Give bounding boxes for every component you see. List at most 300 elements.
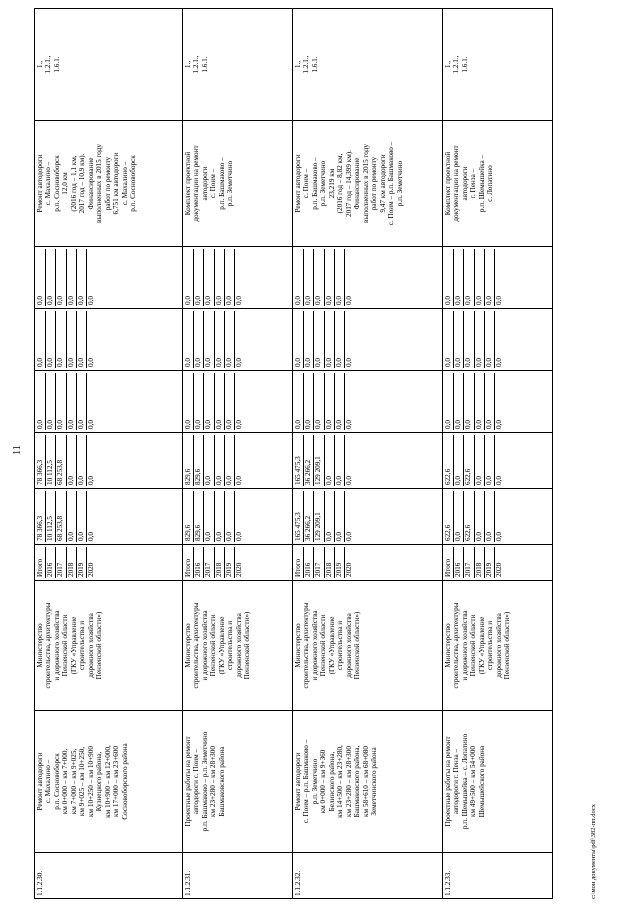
year-column-value: 2020	[86, 562, 95, 577]
event-name-line: км 14+500 – км 23+280,	[336, 745, 345, 818]
federal-budget-amount-value: 0,0	[184, 373, 194, 430]
expected-result-line: 9,47 км автодороги	[378, 154, 387, 213]
executor-line: Пензенской области»)	[353, 611, 362, 680]
indicator-link-line: 1.,	[36, 60, 44, 69]
expected-result-line: г. Пенза –	[469, 168, 478, 199]
total-amount-value: 0,0	[77, 491, 87, 542]
federal-budget-amount-value: 0,0	[464, 373, 474, 430]
local-budget-amount-value: 0,0	[444, 311, 454, 368]
other-sources-amount-value: 0,0	[314, 249, 324, 306]
regional-budget-amount-value: 0,0	[335, 435, 345, 486]
year-column-value: 2017	[56, 547, 66, 578]
federal-budget-amount-value: 0,0	[56, 373, 66, 430]
total-amount-value: 0,0	[234, 532, 243, 541]
regional-budget-amount-value: 0,0	[225, 435, 235, 486]
expected-result-line: выполненных в 2015 году	[95, 144, 104, 223]
event-name-line: Ремонт автодороги	[36, 752, 44, 811]
federal-budget-amount-value: 0,0	[475, 373, 485, 430]
local-budget-amount-value: 0,0	[494, 358, 503, 367]
regional-budget-amount-value: 0,0	[494, 476, 503, 485]
federal-budget-amount-value: 0,0	[234, 420, 243, 429]
total-amount-value: 0,0	[344, 532, 353, 541]
executor	[443, 581, 553, 711]
regional-budget-amount	[183, 433, 293, 489]
expected-result-line: р.п. Земетчино	[226, 160, 235, 207]
expected-result	[293, 121, 443, 247]
executor-line: Министерство	[36, 623, 44, 668]
indicator-link	[443, 9, 553, 121]
expected-result-line: р.п. Сосновоборск	[52, 155, 61, 212]
expected-result-line: р.п. Сосновоборск	[129, 155, 138, 212]
other-sources-amount-value: 0,0	[36, 249, 46, 306]
federal-budget-amount-value: 0,0	[225, 373, 235, 430]
local-budget-amount-value: 0,0	[77, 311, 87, 368]
expected-result-line: документации на ремонт	[192, 145, 201, 222]
other-sources-amount-value: 0,0	[344, 296, 353, 305]
regional-budget-amount-value: 129 209,1	[314, 435, 324, 486]
local-budget-amount-value: 0,0	[304, 311, 314, 368]
year-column-value: 2016	[304, 547, 314, 578]
year-column-value: 2017	[204, 547, 214, 578]
total-amount	[293, 489, 443, 545]
year-column-value: Итого	[294, 547, 304, 578]
federal-budget-amount-value: 0,0	[67, 373, 77, 430]
expected-result-line: работ по ремонту	[103, 156, 112, 211]
file-path-footer: c:\мои документы\pdf\382-пп.docx	[590, 804, 597, 899]
other-sources-amount-value: 0,0	[464, 249, 474, 306]
event-name-line: р.п. Шемышейка – с. Лопатино	[460, 733, 469, 830]
local-budget-amount-value: 0,0	[454, 311, 464, 368]
regional-budget-amount-value: 0,0	[215, 435, 225, 486]
row-number: 1.1.2.31.	[183, 853, 293, 899]
expected-result-line: р.п. Шемышейка –	[477, 154, 486, 213]
event-name-line: с. Махалино –	[44, 759, 53, 804]
expected-result-line: с. Поим –	[302, 168, 311, 199]
event-name-line: км 10+250 – км 10+900	[86, 746, 95, 817]
event-name-line: Проектные работы на ремонт	[444, 736, 452, 827]
expected-result-line: Ремонт автодороги	[294, 154, 302, 213]
expected-result-line: с. Поим –	[209, 168, 218, 199]
event-name-line: автодороги г. Пенза –	[452, 748, 461, 815]
other-sources-amount-value: 0,0	[184, 249, 194, 306]
expected-result-line: Комплект проектной	[184, 151, 192, 216]
indicator-link-line: 1.6.1.	[52, 56, 61, 73]
event-name	[443, 711, 553, 853]
indicator-link-line: 1.,	[184, 60, 192, 69]
indicator-link-line: 1.2.1.,	[44, 55, 53, 74]
federal-budget-amount-value: 0,0	[294, 373, 304, 430]
regional-budget-amount-value: 829,6	[184, 435, 194, 486]
total-amount-value: 829,6	[184, 491, 194, 542]
regional-budget-amount	[443, 433, 553, 489]
expected-result-line: 6,751 км автодороги	[112, 152, 121, 215]
year-column	[443, 545, 553, 581]
federal-budget-amount-value: 0,0	[325, 373, 335, 430]
event-name	[183, 711, 293, 853]
expected-result	[35, 121, 183, 247]
event-name-line: Земетчинского района	[370, 747, 379, 816]
expected-result-line: р.п. Башмаково –	[310, 157, 319, 210]
year-column	[35, 545, 183, 581]
expected-result-line: с. Лопатино	[486, 165, 495, 202]
federal-budget-amount	[183, 371, 293, 433]
total-amount-value: 0,0	[485, 491, 495, 542]
year-column-value: 2018	[325, 547, 335, 578]
federal-budget-amount-value: 0,0	[194, 373, 204, 430]
regional-budget-amount-value: 0,0	[454, 435, 464, 486]
indicator-link-line: 1.,	[294, 60, 302, 69]
total-amount-value: 10 112,5	[46, 491, 56, 542]
executor-line: строительства, архитектуры	[192, 602, 201, 689]
local-budget-amount	[183, 309, 293, 371]
event-name	[35, 711, 183, 853]
local-budget-amount-value: 0,0	[335, 311, 345, 368]
year-column-value: 2016	[454, 547, 464, 578]
local-budget-amount-value: 0,0	[56, 311, 66, 368]
regional-budget-amount-value: 0,0	[204, 435, 214, 486]
executor-line: (ГКУ «Управление	[477, 616, 486, 675]
other-sources-amount-value: 0,0	[46, 249, 56, 306]
event-name-line: автодороги с. Поим –	[192, 748, 201, 815]
executor-line: и дорожного хозяйства	[52, 610, 61, 681]
expected-result-line: с. Поим – р.п. Башмаково –	[387, 141, 396, 226]
total-amount-value: 0,0	[204, 491, 214, 542]
federal-budget-amount-value: 0,0	[494, 420, 503, 429]
regional-budget-amount-value: 0,0	[77, 435, 87, 486]
total-amount-value: 0,0	[454, 491, 464, 542]
year-column-value: 2018	[67, 547, 77, 578]
total-amount-value: 0,0	[475, 491, 485, 542]
other-sources-amount	[35, 247, 183, 309]
local-budget-amount-value: 0,0	[325, 311, 335, 368]
expected-result-line: работ по ремонту	[370, 156, 379, 211]
event-name-line: км 10+900 – км 12+000,	[103, 745, 112, 818]
indicator-link	[293, 9, 443, 121]
local-budget-amount	[443, 309, 553, 371]
total-amount-value: 622,6	[444, 491, 454, 542]
event-name-line: р.п. Сосновоборск	[52, 753, 61, 810]
indicator-link-line: 1.2.1.,	[452, 55, 461, 74]
total-amount-value: 622,6	[464, 491, 474, 542]
total-amount-value: 0,0	[494, 532, 503, 541]
event-name-line: Ремонт автодороги	[294, 752, 302, 811]
other-sources-amount	[443, 247, 553, 309]
expected-result-line: автодороги	[200, 166, 209, 201]
year-column	[293, 545, 443, 581]
regional-budget-amount-value: 0,0	[325, 435, 335, 486]
expected-result-line: р.п. Земетчино	[319, 160, 328, 207]
local-budget-amount-value: 0,0	[86, 358, 95, 367]
expected-result-line: 12,0 км	[61, 172, 70, 195]
regional-budget-amount-value: 68 253,8	[56, 435, 66, 486]
total-amount-value: 0,0	[225, 491, 235, 542]
executor-line: Министерство	[294, 623, 302, 668]
federal-budget-amount-value: 0,0	[46, 373, 56, 430]
expected-result-line: с. Махалино –	[120, 161, 129, 206]
local-budget-amount-value: 0,0	[184, 311, 194, 368]
executor-line: строительства, архитектуры	[452, 602, 461, 689]
page-number: 11	[12, 445, 23, 455]
table-body	[35, 9, 553, 899]
expected-result	[443, 121, 553, 247]
local-budget-amount-value: 0,0	[344, 358, 353, 367]
total-amount-value: 829,6	[194, 491, 204, 542]
year-column-value: 2018	[475, 547, 485, 578]
executor-line: дорожного хозяйства	[86, 613, 95, 678]
other-sources-amount-value: 0,0	[494, 296, 503, 305]
federal-budget-amount	[443, 371, 553, 433]
regional-budget-amount-value: 0,0	[475, 435, 485, 486]
year-column-value: 2017	[314, 547, 324, 578]
total-amount-value: 165 475,3	[294, 491, 304, 542]
federal-budget-amount	[293, 371, 443, 433]
total-amount-value: 68 253,8	[56, 491, 66, 542]
executor-line: строительства, архитектуры	[44, 602, 53, 689]
expected-result-line: Комплект проектной	[444, 151, 452, 216]
expected-result-line: документации на ремонт	[452, 145, 461, 222]
event-name-line: р.п. Башмаково – р.п. Земетчино	[200, 731, 209, 832]
year-column-value: 2019	[485, 547, 495, 578]
other-sources-amount-value: 0,0	[67, 249, 77, 306]
total-amount	[443, 489, 553, 545]
total-amount-value: 129 209,1	[314, 491, 324, 542]
expected-result	[183, 121, 293, 247]
event-name-line: Сосновоборского района	[120, 743, 129, 820]
regional-budget-amount-value: 622,6	[444, 435, 454, 486]
local-budget-amount-value: 0,0	[475, 311, 485, 368]
expected-result-line: р.п. Башмаково –	[217, 157, 226, 210]
table-row	[293, 9, 443, 899]
local-budget-amount-value: 0,0	[204, 311, 214, 368]
executor-line: дорожного хозяйства	[234, 613, 243, 678]
event-name-line: км 49+500 – км 54+000	[469, 746, 478, 817]
executor-line: Пензенской области»)	[95, 611, 104, 680]
federal-budget-amount-value: 0,0	[314, 373, 324, 430]
federal-budget-amount-value: 0,0	[335, 373, 345, 430]
year-column-value: 2020	[234, 562, 243, 577]
local-budget-amount-value: 0,0	[36, 311, 46, 368]
event-name-line: км 17+000 – км 23+600	[112, 746, 121, 817]
event-name-line: Проектные работы на ремонт	[184, 736, 192, 827]
event-name-line: км 9+025 – км 10+250,	[78, 746, 87, 817]
local-budget-amount-value: 0,0	[46, 311, 56, 368]
executor-line: (ГКУ «Управление	[217, 616, 226, 675]
indicator-link-line: 1.2.1.,	[302, 55, 311, 74]
other-sources-amount-value: 0,0	[86, 296, 95, 305]
executor-line: дорожного хозяйства	[494, 613, 503, 678]
year-column-value: 2019	[335, 547, 345, 578]
regional-budget-amount-value: 0,0	[344, 476, 353, 485]
event-name-line: км 7+000 – км 9+025,	[69, 748, 78, 815]
executor-line: и дорожного хозяйства	[200, 610, 209, 681]
other-sources-amount-value: 0,0	[325, 249, 335, 306]
year-column-value: 2020	[494, 562, 503, 577]
year-column-value: 2016	[194, 547, 204, 578]
executor-line: Министерство	[444, 623, 452, 668]
event-name	[293, 711, 443, 853]
expected-result-line: 2017 год – 14,399 км).	[344, 150, 353, 217]
local-budget-amount-value: 0,0	[194, 311, 204, 368]
executor-line: (ГКУ «Управление	[327, 616, 336, 675]
event-name-line: км 0+000 – км 9+360	[319, 749, 328, 814]
year-column-value: 2019	[77, 547, 87, 578]
executor-line: Пензенской области	[319, 614, 328, 677]
expected-result-line: р.п. Земетчино	[395, 160, 404, 207]
event-name-line: с. Поим – р.п. Башмаково –	[302, 739, 311, 824]
event-name-line: км 23+280 – км 28+300	[209, 746, 218, 817]
regional-budget-amount-value: 10 112,5	[46, 435, 56, 486]
executor-line: строительства, архитектуры	[302, 602, 311, 689]
year-column-value: 2018	[215, 547, 225, 578]
total-amount-value: 78 366,3	[36, 491, 46, 542]
indicator-link-line: 1.6.1.	[460, 56, 469, 73]
federal-budget-amount-value: 0,0	[454, 373, 464, 430]
federal-budget-amount-value: 0,0	[77, 373, 87, 430]
event-name-line: Шемышейского района	[477, 745, 486, 818]
regional-budget-amount-value: 36 266,2	[304, 435, 314, 486]
expected-result-line: 23,219 км	[327, 168, 336, 199]
other-sources-amount-value: 0,0	[475, 249, 485, 306]
year-column-value: 2017	[464, 547, 474, 578]
expected-result-line: (2016 год – 1,1 км,	[69, 155, 78, 212]
executor	[293, 581, 443, 711]
expected-result-line: Финансирование	[353, 157, 362, 210]
other-sources-amount-value: 0,0	[485, 249, 495, 306]
other-sources-amount	[293, 247, 443, 309]
federal-budget-amount-value: 0,0	[344, 420, 353, 429]
year-column	[183, 545, 293, 581]
event-name-line: Кузнецкого района,	[95, 751, 104, 812]
executor	[35, 581, 183, 711]
regional-budget-amount	[35, 433, 183, 489]
other-sources-amount-value: 0,0	[234, 296, 243, 305]
executor-line: и дорожного хозяйства	[310, 610, 319, 681]
executor	[183, 581, 293, 711]
indicator-link-line: 1.6.1.	[200, 56, 209, 73]
total-amount-value: 0,0	[335, 491, 345, 542]
executor-line: Пензенской области	[469, 614, 478, 677]
total-amount-value: 0,0	[86, 532, 95, 541]
executor-line: строительства и	[336, 620, 345, 671]
expected-result-line: выполненных в 2015 году	[361, 144, 370, 223]
program-table	[34, 8, 553, 899]
event-name-line: км 0+000 – км 7+000,	[61, 748, 70, 815]
table-row	[443, 9, 553, 899]
row-number: 1.1.2.30.	[35, 853, 183, 899]
total-amount-value: 0,0	[325, 491, 335, 542]
event-name-line: Башмаковского района	[217, 746, 226, 817]
indicator-link-line: 1.,	[444, 60, 452, 69]
event-name-line: км 23+280 – км 28+300	[344, 746, 353, 817]
indicator-link	[35, 9, 183, 121]
executor-line: строительства и	[226, 620, 235, 671]
executor-line: Пензенской области»)	[503, 611, 512, 680]
other-sources-amount-value: 0,0	[194, 249, 204, 306]
table-row	[35, 9, 183, 899]
federal-budget-amount-value: 0,0	[444, 373, 454, 430]
other-sources-amount-value: 0,0	[204, 249, 214, 306]
total-amount-value: 0,0	[67, 491, 77, 542]
local-budget-amount-value: 0,0	[234, 358, 243, 367]
event-name-line: р.п. Земетчино	[310, 758, 319, 805]
other-sources-amount-value: 0,0	[225, 249, 235, 306]
local-budget-amount-value: 0,0	[225, 311, 235, 368]
regional-budget-amount-value: 0,0	[485, 435, 495, 486]
year-column-value: 2020	[344, 562, 353, 577]
year-column-value: Итого	[444, 547, 454, 578]
local-budget-amount-value: 0,0	[485, 311, 495, 368]
federal-budget-amount-value: 0,0	[86, 420, 95, 429]
local-budget-amount	[35, 309, 183, 371]
total-amount-value: 0,0	[215, 491, 225, 542]
executor-line: Пензенской области»)	[243, 611, 252, 680]
regional-budget-amount-value: 622,6	[464, 435, 474, 486]
year-column-value: Итого	[184, 547, 194, 578]
local-budget-amount-value: 0,0	[215, 311, 225, 368]
year-column-value: 2019	[225, 547, 235, 578]
local-budget-amount-value: 0,0	[314, 311, 324, 368]
indicator-link-line: 1.2.1.,	[192, 55, 201, 74]
other-sources-amount-value: 0,0	[454, 249, 464, 306]
local-budget-amount-value: 0,0	[67, 311, 77, 368]
other-sources-amount-value: 0,0	[335, 249, 345, 306]
local-budget-amount-value: 0,0	[464, 311, 474, 368]
other-sources-amount-value: 0,0	[215, 249, 225, 306]
year-column-value: Итого	[36, 547, 46, 578]
regional-budget-amount-value: 829,6	[194, 435, 204, 486]
expected-result-line: автодороги	[460, 166, 469, 201]
row-number: 1.1.2.33.	[443, 853, 553, 899]
total-amount-value: 36 266,2	[304, 491, 314, 542]
expected-result-line: (2016 год – 8,82 км,	[336, 153, 345, 214]
total-amount	[35, 489, 183, 545]
expected-result-line: Финансирование	[86, 157, 95, 210]
regional-budget-amount-value: 78 366,3	[36, 435, 46, 486]
other-sources-amount-value: 0,0	[304, 249, 314, 306]
event-name-line: Белинского района,	[327, 751, 336, 812]
federal-budget-amount-value: 0,0	[485, 373, 495, 430]
federal-budget-amount-value: 0,0	[304, 373, 314, 430]
other-sources-amount-value: 0,0	[77, 249, 87, 306]
regional-budget-amount-value: 0,0	[86, 476, 95, 485]
event-name-line: Башмаковского района,	[353, 745, 362, 818]
federal-budget-amount	[35, 371, 183, 433]
federal-budget-amount-value: 0,0	[36, 373, 46, 430]
table-row	[183, 9, 293, 899]
other-sources-amount	[183, 247, 293, 309]
executor-line: Пензенской области	[209, 614, 218, 677]
other-sources-amount-value: 0,0	[294, 249, 304, 306]
executor-line: (ГКУ «Управление	[69, 616, 78, 675]
indicator-link	[183, 9, 293, 121]
other-sources-amount-value: 0,0	[444, 249, 454, 306]
executor-line: Пензенской области	[61, 614, 70, 677]
expected-result-line: с. Махалино –	[44, 161, 53, 206]
other-sources-amount-value: 0,0	[56, 249, 66, 306]
regional-budget-amount-value: 0,0	[234, 476, 243, 485]
federal-budget-amount-value: 0,0	[204, 373, 214, 430]
year-column-value: 2016	[46, 547, 56, 578]
row-number: 1.1.2.32.	[293, 853, 443, 899]
local-budget-amount	[293, 309, 443, 371]
executor-line: дорожного хозяйства	[344, 613, 353, 678]
regional-budget-amount	[293, 433, 443, 489]
total-amount	[183, 489, 293, 545]
expected-result-line: Ремонт автодороги	[36, 154, 44, 213]
expected-result-line: 2017 год – 10,9 км).	[78, 153, 87, 214]
executor-line: и дорожного хозяйства	[460, 610, 469, 681]
executor-line: строительства и	[78, 620, 87, 671]
